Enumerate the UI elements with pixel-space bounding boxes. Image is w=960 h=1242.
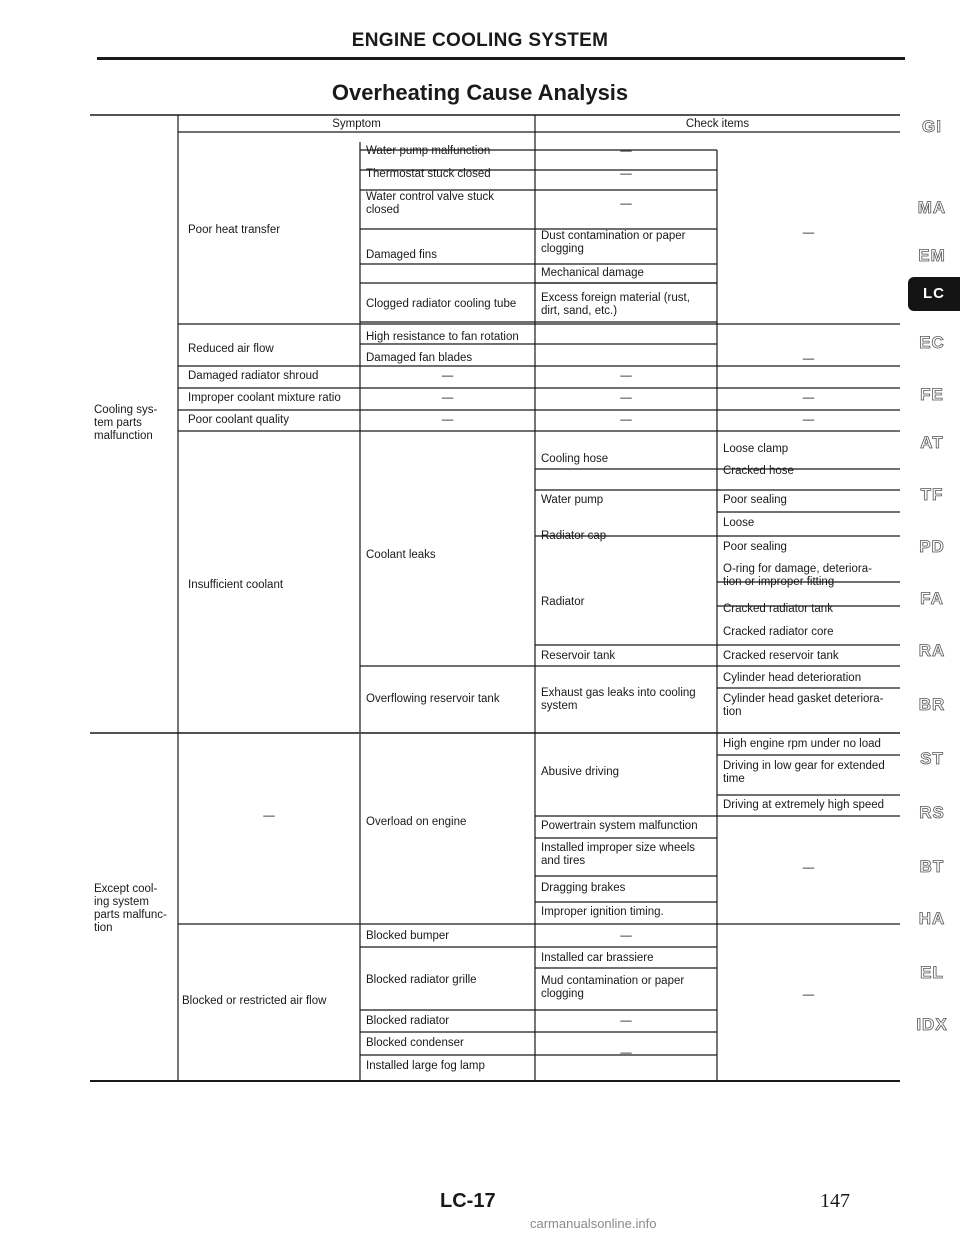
empty-check-dash: — (441, 414, 454, 426)
section-tab-el[interactable]: EL (920, 963, 944, 982)
page-number: 147 (820, 1190, 850, 1212)
check-improper-ignition: Improper ignition timing. (541, 906, 664, 918)
section-tab-bt[interactable]: BT (919, 857, 945, 876)
check-poor-sealing-pump: Poor sealing (723, 494, 787, 506)
empty-check-dash: — (620, 145, 632, 157)
cause-blocked-bumper: Blocked bumper (366, 930, 450, 942)
symptom-insufficient-coolant: Insufficient coolant (188, 579, 284, 591)
cause-overflowing-reservoir: Overflowing reservoir tank (366, 693, 500, 705)
check-reservoir-tank: Reservoir tank (541, 650, 616, 662)
empty-check-dash: — (441, 392, 454, 404)
column-header-symptom: Symptom (332, 118, 381, 130)
empty-check-dash: — (620, 1015, 632, 1027)
category-except-cooling: Except cool- ing system parts malfunc- tion (94, 883, 167, 934)
symptom-blocked-restricted-air-flow: Blocked or restricted air flow (182, 995, 327, 1007)
check-cooling-hose: Cooling hose (541, 453, 609, 465)
symptom-poor-coolant-quality: Poor coolant quality (188, 414, 290, 426)
cause-blocked-radiator-grille: Blocked radiator grille (366, 974, 477, 986)
check-mechanical-damage: Mechanical damage (541, 267, 644, 279)
section-tab-fa[interactable]: FA (920, 589, 944, 608)
check-exhaust-gas-leaks: Exhaust gas leaks into cooling system (541, 687, 696, 712)
check-cracked-radiator-core: Cracked radiator core (723, 626, 834, 638)
section-tab-ra[interactable]: RA (918, 641, 946, 660)
cause-coolant-leaks: Coolant leaks (366, 549, 436, 561)
category-cooling-system: Cooling sys- tem parts malfunction (94, 404, 158, 442)
empty-check-dash: — (620, 414, 632, 426)
check-radiator: Radiator (541, 596, 585, 608)
header-rule (97, 57, 905, 60)
section-tab-ec[interactable]: EC (919, 333, 945, 352)
cause-analysis-table (90, 112, 900, 1087)
section-tabs (908, 0, 960, 1242)
check-poor-sealing-cap: Poor sealing (723, 541, 787, 553)
empty-check-dash: — (620, 1047, 632, 1059)
watermark: carmanualsonline.info (530, 1216, 657, 1231)
check-high-engine-rpm: High engine rpm under no load (723, 738, 881, 750)
check-cylinder-gasket-deterioration: Cylinder head gasket deteriora- tion (723, 693, 884, 718)
empty-check-dash: — (802, 862, 815, 874)
cause-blocked-condenser: Blocked condenser (366, 1037, 464, 1049)
symptom-improper-coolant-mixture: Improper coolant mixture ratio (188, 392, 341, 404)
empty-check-dash: — (620, 392, 632, 404)
cause-water-pump-malfunction: Water pump malfunction (366, 145, 491, 157)
cause-clogged-tube: Clogged radiator cooling tube (366, 298, 517, 310)
check-loose-clamp: Loose clamp (723, 443, 789, 455)
symptom-reduced-air-flow: Reduced air flow (188, 343, 274, 355)
symptom-damaged-radiator-shroud: Damaged radiator shroud (188, 370, 319, 382)
check-loose-cap: Loose (723, 517, 755, 529)
check-cylinder-head-deterioration: Cylinder head deterioration (723, 672, 862, 684)
check-improper-wheels: Installed improper size wheels and tires (541, 842, 696, 867)
empty-check-dash: — (620, 198, 632, 210)
empty-check-dash: — (802, 414, 815, 426)
check-radiator-cap: Radiator cap (541, 530, 607, 542)
empty-check-dash: — (620, 930, 632, 942)
section-tab-gi[interactable]: GI (922, 117, 942, 136)
check-high-speed-driving: Driving at extremely high speed (723, 799, 885, 811)
check-abusive-driving: Abusive driving (541, 766, 619, 778)
cause-damaged-fan-blades: Damaged fan blades (366, 352, 473, 364)
section-tab-ma[interactable]: MA (917, 198, 947, 217)
section-tab-br[interactable]: BR (918, 695, 946, 714)
cause-large-fog-lamp: Installed large fog lamp (366, 1060, 485, 1072)
check-powertrain-malfunction: Powertrain system malfunction (541, 820, 698, 832)
section-tab-em[interactable]: EM (918, 246, 946, 265)
section-tab-idx[interactable]: IDX (916, 1015, 948, 1034)
check-dust-contamination: Dust contamination or paper clogging (541, 230, 686, 255)
check-oring-damage: O-ring for damage, deteriora- tion or improper fitting (723, 563, 872, 588)
section-tab-rs[interactable]: RS (919, 803, 945, 822)
page-header: ENGINE COOLING SYSTEM (351, 30, 609, 51)
cause-thermostat-stuck: Thermostat stuck closed (366, 168, 491, 180)
section-tab-at[interactable]: AT (920, 433, 944, 452)
empty-check-dash: — (441, 370, 454, 382)
empty-check-dash: — (620, 168, 632, 180)
cause-water-control-valve: Water control valve stuck closed (366, 191, 495, 216)
check-excess-foreign-material: Excess foreign material (rust, dirt, sand, etc.) (541, 292, 690, 317)
check-cracked-reservoir-tank: Cracked reservoir tank (723, 650, 839, 662)
empty-check-dash: — (802, 353, 815, 365)
check-water-pump: Water pump (541, 494, 604, 506)
page-code: LC-17 (440, 1190, 496, 1212)
cause-blocked-radiator: Blocked radiator (366, 1015, 450, 1027)
check-mud-contamination: Mud contamination or paper clogging (541, 975, 685, 1000)
cause-damaged-fins: Damaged fins (366, 249, 437, 261)
column-header-check-items: Check items (685, 118, 750, 130)
section-tab-tf[interactable]: TF (920, 485, 944, 504)
check-car-brassiere: Installed car brassiere (541, 952, 654, 964)
section-tab-pd[interactable]: PD (919, 537, 945, 556)
check-cracked-hose: Cracked hose (723, 465, 794, 477)
cause-overload-on-engine: Overload on engine (366, 816, 467, 828)
page-title: Overheating Cause Analysis (331, 80, 629, 105)
empty-check-dash: — (802, 989, 815, 1001)
symptom-dash-overload: — (263, 810, 275, 822)
empty-check-dash: — (802, 227, 815, 239)
section-tab-ha[interactable]: HA (918, 909, 946, 928)
section-tab-lc[interactable]: LC (908, 277, 960, 311)
check-low-gear-driving: Driving in low gear for extended time (723, 760, 885, 785)
check-dragging-brakes: Dragging brakes (541, 882, 626, 894)
empty-check-dash: — (620, 338, 632, 350)
section-tab-fe[interactable]: FE (920, 385, 944, 404)
empty-check-dash: — (802, 392, 815, 404)
cause-high-resistance-fan: High resistance to fan rotation (366, 331, 519, 343)
symptom-poor-heat-transfer: Poor heat transfer (188, 224, 281, 236)
empty-check-dash: — (620, 370, 632, 382)
section-tab-st[interactable]: ST (920, 749, 944, 768)
check-cracked-radiator-tank: Cracked radiator tank (723, 603, 833, 615)
